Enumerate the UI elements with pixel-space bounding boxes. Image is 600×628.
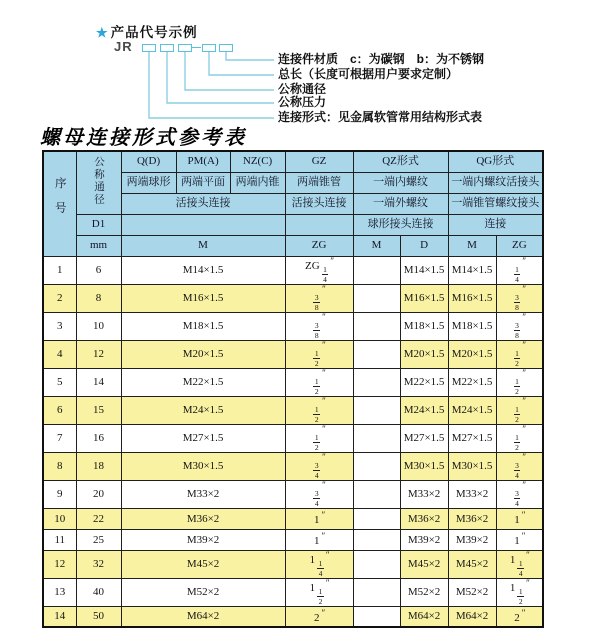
cell-qz-d: M33×2: [400, 480, 448, 508]
cell-m: M16×1.5: [121, 284, 285, 312]
header-nz-desc: 两端内锥: [230, 172, 285, 193]
cell-qg-zg: 1 ″: [496, 529, 543, 550]
header-qz-d: D: [400, 235, 448, 256]
header-blank-left: [121, 214, 285, 235]
cell-qg-m: M45×2: [448, 550, 496, 578]
header-nz: NZ(C): [230, 151, 285, 172]
header-gz-conn: 活接头连接: [285, 193, 353, 214]
cell-zg: 1 $\frac{1}{4}$ ″: [285, 550, 353, 578]
cell-zg: 1 $\frac{1}{2}$ ″: [285, 578, 353, 606]
cell-zg: $\frac{1}{2}$ ″: [285, 368, 353, 396]
header-dn: 公称通径: [76, 151, 121, 214]
cell-dn: 16: [76, 424, 121, 452]
table-row: [43, 256, 543, 284]
cell-qz-d: M22×1.5: [400, 368, 448, 396]
code-prefix: JR: [114, 39, 133, 54]
cell-zg: $\frac{3}{4}$ ″: [285, 480, 353, 508]
header-qg-zg: ZG: [496, 235, 543, 256]
cell-m: M18×1.5: [121, 312, 285, 340]
cell-dn: 14: [76, 368, 121, 396]
cell-qg-zg: 1 $\frac{1}{4}$ ″: [496, 550, 543, 578]
cell-qg-zg: 1 $\frac{1}{2}$ ″: [496, 578, 543, 606]
cell-qg-m: M39×2: [448, 529, 496, 550]
header-qg-m: M: [448, 235, 496, 256]
cell-qg-zg: $\frac{1}{2}$ ″: [496, 368, 543, 396]
cell-zg: $\frac{3}{4}$ ″: [285, 452, 353, 480]
cell-qz-m: [353, 578, 400, 606]
table-row: [43, 396, 543, 424]
cell-qz-d: M52×2: [400, 578, 448, 606]
cell-qg-m: M64×2: [448, 606, 496, 627]
cell-qg-m: M52×2: [448, 578, 496, 606]
header-gz-desc: 两端锥管: [285, 172, 353, 193]
cell-dn: 10: [76, 312, 121, 340]
code-label-diameter: 公称通径: [278, 82, 327, 96]
cell-qz-m: [353, 452, 400, 480]
cell-qg-m: M27×1.5: [448, 424, 496, 452]
cell-qz-d: M45×2: [400, 550, 448, 578]
cell-qg-m: M14×1.5: [448, 256, 496, 284]
nut-connection-table: [42, 150, 544, 628]
cell-no: 2: [43, 284, 76, 312]
cell-qz-d: M20×1.5: [400, 340, 448, 368]
header-qz-desc2: 一端外螺纹: [353, 193, 448, 214]
code-label-pressure: 公称压力: [278, 95, 327, 109]
cell-qz-m: [353, 550, 400, 578]
header-qg: QG形式: [448, 151, 543, 172]
cell-qz-m: [353, 340, 400, 368]
table-row: [43, 284, 543, 312]
cell-m: M45×2: [121, 550, 285, 578]
cell-m: M52×2: [121, 578, 285, 606]
star-icon: ★: [96, 25, 109, 40]
header-qz-desc1: 一端内螺纹: [353, 172, 448, 193]
cell-qz-d: M16×1.5: [400, 284, 448, 312]
header-qg-desc1: 一端内螺纹活接头: [448, 172, 543, 193]
header-qz-m: M: [353, 235, 400, 256]
cell-no: 8: [43, 452, 76, 480]
header-blank-gz: [285, 214, 353, 235]
table-row: [43, 424, 543, 452]
cell-dn: 40: [76, 578, 121, 606]
header-union-conn: 活接头连接: [121, 193, 285, 214]
cell-dn: 18: [76, 452, 121, 480]
cell-m: M64×2: [121, 606, 285, 627]
cell-qz-d: M14×1.5: [400, 256, 448, 284]
reference-table: [42, 150, 544, 628]
table-row: [43, 340, 543, 368]
cell-no: 11: [43, 529, 76, 550]
cell-m: M36×2: [121, 508, 285, 529]
cell-dn: 15: [76, 396, 121, 424]
header-qg-desc2: 一端锥管螺纹接头: [448, 193, 543, 214]
cell-m: M27×1.5: [121, 424, 285, 452]
cell-qg-zg: 1 ″: [496, 508, 543, 529]
table-title: 螺母连接形式参考表: [40, 127, 247, 149]
cell-dn: 6: [76, 256, 121, 284]
cell-no: 5: [43, 368, 76, 396]
cell-qg-zg: $\frac{1}{2}$ ″: [496, 340, 543, 368]
cell-dn: 22: [76, 508, 121, 529]
cell-qz-m: [353, 284, 400, 312]
cell-qg-m: M24×1.5: [448, 396, 496, 424]
cell-qg-m: M36×2: [448, 508, 496, 529]
header-d1: D1: [76, 214, 121, 235]
header-qg-conn: 连接: [448, 214, 543, 235]
code-label-material: 连接件材质 c：为碳钢 b：为不锈钢: [278, 52, 485, 66]
table-row: [43, 578, 543, 606]
cell-qz-m: [353, 529, 400, 550]
header-q: Q(D): [121, 151, 176, 172]
cell-no: 12: [43, 550, 76, 578]
cell-m: M14×1.5: [121, 256, 285, 284]
header-seq: 序号: [43, 151, 76, 256]
cell-qz-m: [353, 480, 400, 508]
cell-zg: 2 ″: [285, 606, 353, 627]
cell-qg-zg: $\frac{3}{8}$ ″: [496, 284, 543, 312]
cell-dn: 25: [76, 529, 121, 550]
cell-no: 7: [43, 424, 76, 452]
cell-qz-d: M36×2: [400, 508, 448, 529]
code-label-length: 总长（长度可根据用户要求定制）: [278, 67, 459, 81]
cell-no: 1: [43, 256, 76, 284]
cell-qg-zg: $\frac{1}{4}$ ″: [496, 256, 543, 284]
cell-qg-zg: $\frac{3}{4}$ ″: [496, 480, 543, 508]
cell-dn: 20: [76, 480, 121, 508]
cell-qz-d: M64×2: [400, 606, 448, 627]
table-row: [43, 606, 543, 627]
table-row: [43, 312, 543, 340]
cell-no: 13: [43, 578, 76, 606]
cell-m: M20×1.5: [121, 340, 285, 368]
header-m: M: [121, 235, 285, 256]
cell-no: 4: [43, 340, 76, 368]
cell-m: M33×2: [121, 480, 285, 508]
header-gz: GZ: [285, 151, 353, 172]
header-q-desc: 两端球形: [121, 172, 176, 193]
cell-qz-m: [353, 606, 400, 627]
cell-qz-m: [353, 508, 400, 529]
cell-zg: 1 ″: [285, 508, 353, 529]
table-row: [43, 368, 543, 396]
cell-dn: 32: [76, 550, 121, 578]
cell-qz-m: [353, 424, 400, 452]
cell-zg: $\frac{1}{2}$ ″: [285, 340, 353, 368]
cell-qz-d: M27×1.5: [400, 424, 448, 452]
cell-qz-m: [353, 256, 400, 284]
header-pm: PM(A): [176, 151, 230, 172]
code-label-connection: 连接形式：见金属软管常用结构形式表: [278, 110, 483, 124]
cell-m: M22×1.5: [121, 368, 285, 396]
cell-dn: 8: [76, 284, 121, 312]
cell-zg: 1 ″: [285, 529, 353, 550]
cell-qg-m: M30×1.5: [448, 452, 496, 480]
cell-m: M39×2: [121, 529, 285, 550]
cell-qg-zg: $\frac{1}{2}$ ″: [496, 396, 543, 424]
table-row: [43, 452, 543, 480]
cell-qz-m: [353, 368, 400, 396]
cell-qg-zg: $\frac{3}{4}$ ″: [496, 452, 543, 480]
cell-qz-d: M24×1.5: [400, 396, 448, 424]
cell-qg-m: M18×1.5: [448, 312, 496, 340]
cell-zg: $\frac{1}{2}$ ″: [285, 396, 353, 424]
cell-m: M30×1.5: [121, 452, 285, 480]
header-mm: mm: [76, 235, 121, 256]
table-row: [43, 480, 543, 508]
cell-no: 14: [43, 606, 76, 627]
product-code-title-text: 产品代号示例: [110, 25, 198, 40]
cell-qz-m: [353, 312, 400, 340]
header-qz-conn: 球形接头连接: [353, 214, 448, 235]
cell-no: 10: [43, 508, 76, 529]
cell-dn: 50: [76, 606, 121, 627]
cell-no: 6: [43, 396, 76, 424]
cell-qg-zg: $\frac{3}{8}$ ″: [496, 312, 543, 340]
cell-qz-d: M18×1.5: [400, 312, 448, 340]
table-row: [43, 508, 543, 529]
cell-m: M24×1.5: [121, 396, 285, 424]
cell-qg-m: M20×1.5: [448, 340, 496, 368]
cell-qz-d: M30×1.5: [400, 452, 448, 480]
table-row: [43, 550, 543, 578]
cell-no: 9: [43, 480, 76, 508]
cell-dn: 12: [76, 340, 121, 368]
table-row: [43, 529, 543, 550]
cell-zg: $\frac{1}{2}$ ″: [285, 424, 353, 452]
cell-qg-m: M33×2: [448, 480, 496, 508]
cell-qz-d: M39×2: [400, 529, 448, 550]
cell-qg-m: M16×1.5: [448, 284, 496, 312]
cell-qg-zg: 2 ″: [496, 606, 543, 627]
cell-qg-m: M22×1.5: [448, 368, 496, 396]
header-qz: QZ形式: [353, 151, 448, 172]
cell-zg: ZG $\frac{1}{4}$ ″: [285, 256, 353, 284]
cell-zg: $\frac{3}{8}$ ″: [285, 284, 353, 312]
cell-qz-m: [353, 396, 400, 424]
header-zg: ZG: [285, 235, 353, 256]
header-pm-desc: 两端平面: [176, 172, 230, 193]
cell-qg-zg: $\frac{1}{2}$ ″: [496, 424, 543, 452]
cell-zg: $\frac{3}{8}$ ″: [285, 312, 353, 340]
cell-no: 3: [43, 312, 76, 340]
